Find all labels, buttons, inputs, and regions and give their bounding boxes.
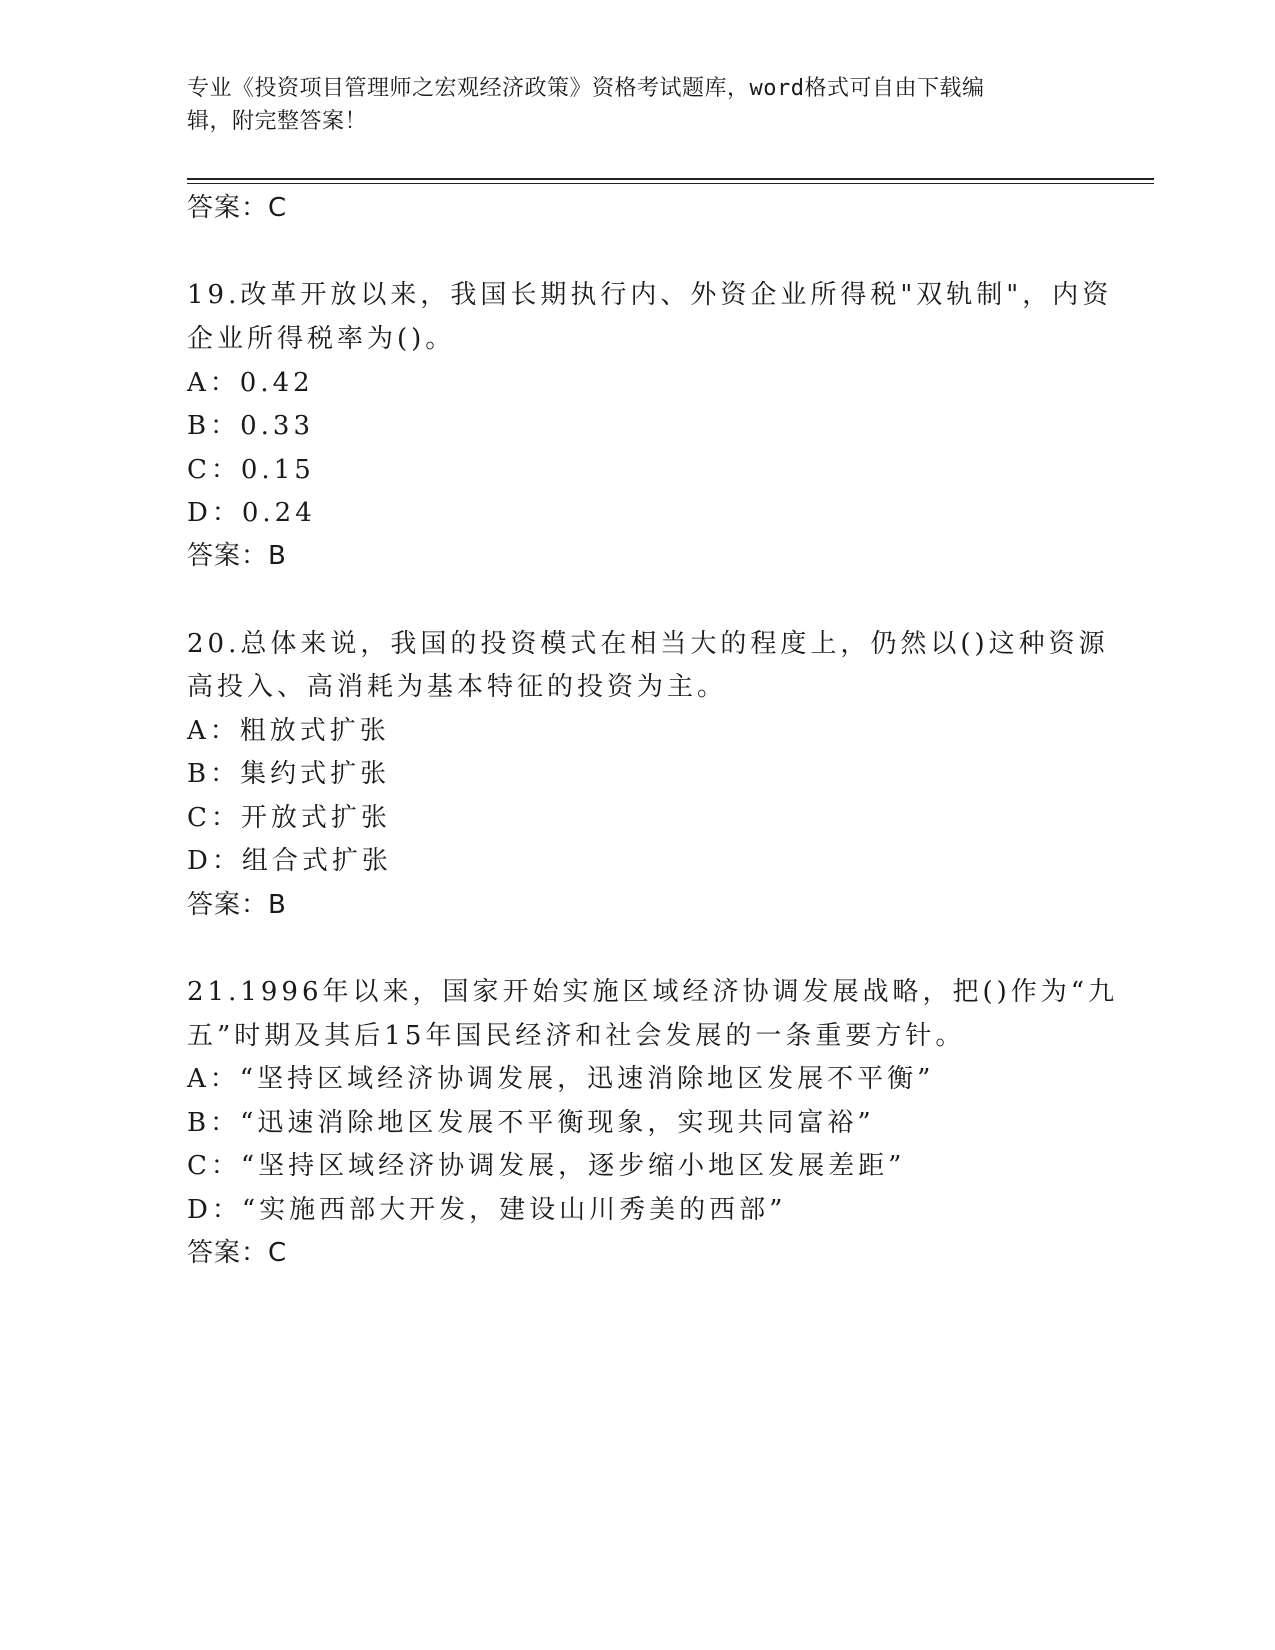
option-d: D：“实施西部大开发，建设山川秀美的西部”	[187, 1195, 787, 1225]
option-a: A：0.42	[187, 368, 314, 398]
header-line-1: 专业《投资项目管理师之宏观经济政策》资格考试题库，word格式可自由下载编	[187, 76, 985, 101]
question-stem: 21.1996年以来，国家开始实施区域经济协调发展战略，把()作为“九	[187, 977, 1119, 1007]
header-divider-thin	[187, 183, 1154, 184]
answer-label: 答案：C	[187, 1238, 288, 1268]
option-a: A：粗放式扩张	[187, 716, 390, 746]
answer-label: 答案：B	[187, 890, 287, 920]
option-b: B：集约式扩张	[187, 759, 391, 789]
option-c: C：0.15	[187, 455, 315, 485]
question-stem: 五”时期及其后15年国民经济和社会发展的一条重要方针。	[187, 1021, 966, 1051]
option-c: C：“坚持区域经济协调发展，逐步缩小地区发展差距”	[187, 1151, 906, 1181]
question-stem: 高投入、高消耗为基本特征的投资为主。	[187, 672, 728, 702]
option-c: C：开放式扩张	[187, 803, 391, 833]
option-d: D：组合式扩张	[187, 846, 392, 876]
answer-label: 答案：C	[187, 193, 288, 223]
question-stem: 企业所得税率为()。	[187, 324, 456, 354]
question-stem: 20.总体来说，我国的投资模式在相当大的程度上，仍然以()这种资源	[187, 629, 1109, 659]
question-stem: 19.改革开放以来，我国长期执行内、外资企业所得税"双轨制"，内资	[187, 280, 1113, 310]
option-d: D：0.24	[187, 498, 316, 528]
header-divider	[187, 178, 1154, 180]
option-b: B：“迅速消除地区发展不平衡现象，实现共同富裕”	[187, 1108, 875, 1138]
document-header	[187, 72, 1087, 138]
option-a: A：“坚持区域经济协调发展，迅速消除地区发展不平衡”	[187, 1064, 935, 1094]
header-line-2: 辑，附完整答案！	[187, 109, 368, 134]
answer-label: 答案：B	[187, 541, 287, 571]
option-b: B：0.33	[187, 411, 314, 441]
